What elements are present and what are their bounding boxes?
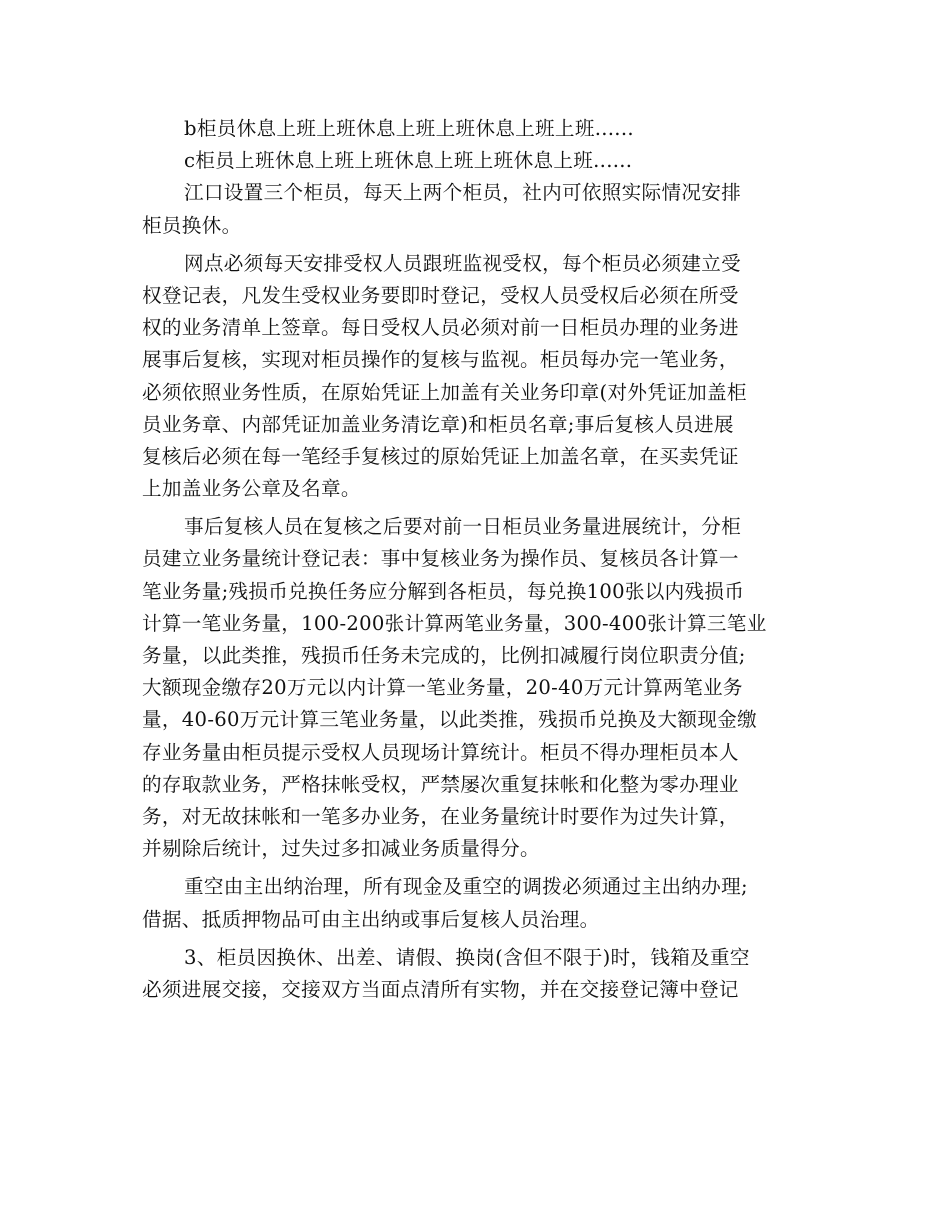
text-line: 并剔除后统计，过失过多扣减业务质量得分。 — [142, 837, 540, 861]
text-line: 量，40-60万元计算三笔业务量，以此类推，残损币兑换及大额现金缴 — [142, 708, 758, 732]
text-line: 重空由主出纳治理，所有现金及重空的调拨必须通过主出纳办理; — [184, 875, 748, 899]
text-line: 存业务量由柜员提示受权人员现场计算统计。柜员不得办理柜员本人 — [142, 740, 739, 764]
text-line: 员建立业务量统计登记表：事中复核业务为操作员、复核员各计算一 — [142, 547, 739, 571]
text-line: 必须进展交接，交接双方当面点清所有实物，并在交接登记簿中登记 — [142, 977, 739, 1001]
text-line: 计算一笔业务量，100-200张计算两笔业务量，300-400张计算三笔业 — [142, 611, 767, 635]
text-line: 展事后复核，实现对柜员操作的复核与监视。柜员每办完一笔业务， — [142, 348, 739, 372]
text-line: 员业务章、内部凭证加盖业务清讫章)和柜员名章;事后复核人员进展 — [142, 412, 734, 436]
text-line: 江口设置三个柜员，每天上两个柜员，社内可依照实际情况安排 — [184, 181, 742, 205]
text-line: 务，对无故抹帐和一笔多办业务，在业务量统计时要作为过失计算， — [142, 804, 739, 828]
text-line: 必须依照业务性质，在原始凭证上加盖有关业务印章(对外凭证加盖柜 — [142, 380, 747, 404]
text-line: 权的业务清单上签章。每日受权人员必须对前一日柜员办理的业务进 — [142, 316, 739, 340]
text-line: 柜员换休。 — [142, 213, 242, 237]
text-line: 网点必须每天安排受权人员跟班监视受权，每个柜员必须建立受 — [184, 251, 742, 275]
text-line: b柜员休息上班上班休息上班上班休息上班上班...... — [184, 117, 634, 140]
text-line: c柜员上班休息上班上班休息上班上班休息上班...... — [184, 149, 633, 173]
text-line: 笔业务量;残损币兑换任务应分解到各柜员，每兑换100张以内残损币 — [142, 579, 745, 603]
document-body — [142, 113, 812, 1006]
text-line: 3、柜员因换休、出差、请假、换岗(含但不限于)时，钱箱及重空 — [184, 945, 750, 969]
text-line: 大额现金缴存20万元以内计算一笔业务量，20-40万元计算两笔业务 — [142, 676, 743, 700]
text-line: 权登记表，凡发生受权业务要即时登记，受权人员受权后必须在所受 — [142, 283, 739, 307]
text-line: 上加盖业务公章及名章。 — [142, 477, 361, 501]
text-line: 务量，以此类推，残损币任务未完成的，比例扣减履行岗位职责分值; — [142, 644, 746, 667]
text-line: 事后复核人员在复核之后要对前一日柜员业务量进展统计，分柜 — [184, 515, 742, 539]
text-line: 借据、抵质押物品可由主出纳或事后复核人员治理。 — [142, 907, 600, 931]
text-line: 复核后必须在每一笔经手复核过的原始凭证上加盖名章，在买卖凭证 — [142, 444, 739, 468]
text-line: 的存取款业务，严格抹帐受权，严禁屡次重复抹帐和化整为零办理业 — [142, 772, 739, 796]
